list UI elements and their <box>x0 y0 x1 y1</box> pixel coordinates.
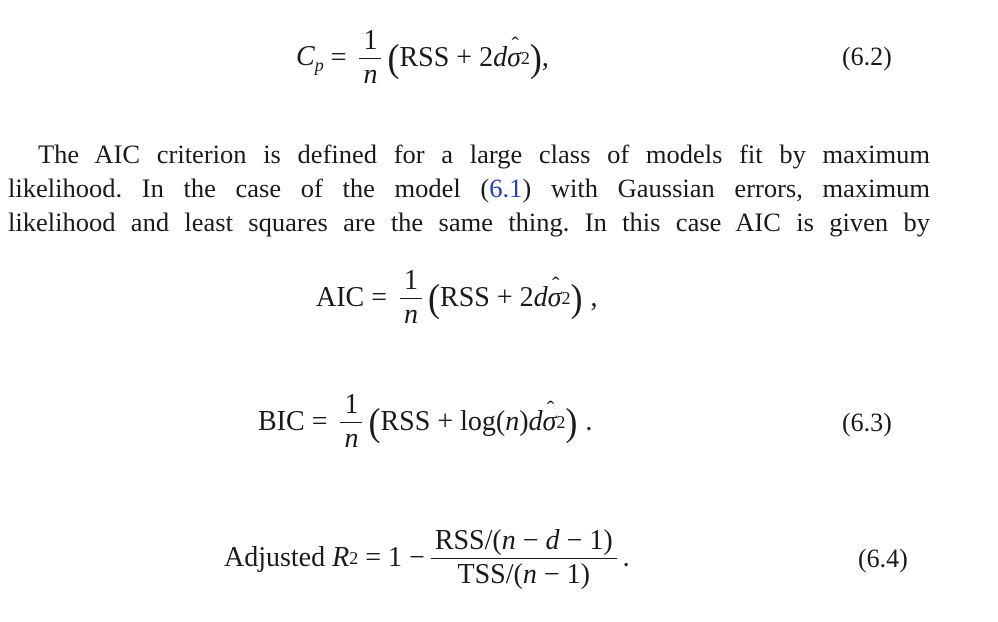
paragraph-line-2: likelihood. In the case of the model (6.1) with Gaussian errors, maximum <box>8 173 930 203</box>
equation-reference-link[interactable]: 6.1 <box>489 173 523 203</box>
fraction-one-over-n: $\frac{1}{n}$ <box>340 389 362 454</box>
paragraph-line-1: The AIC criterion is defined for a large class of models fit by maximum <box>38 139 930 169</box>
equals-sign: = <box>323 42 354 73</box>
equation-number-6-4: (6.4) <box>858 544 908 573</box>
equation-cp: $C_p$ = $\frac{1}{n}$ ( RSS + 2 d ˆ σ 2 ) , <box>296 18 549 98</box>
equation-number-6-2: (6.2) <box>842 42 892 71</box>
cp-symbol: $C_p$ <box>296 40 324 75</box>
fraction-one-over-n: $\frac{1}{n}$ <box>359 25 381 90</box>
fraction-rss-over-tss: $\frac{\text{RSS/(n − d − 1)}}{\text{TSS/(n − 1)}}$ <box>431 525 617 590</box>
fraction-one-over-n: $\frac{1}{n}$ <box>400 265 422 330</box>
equation-number-6-3: (6.3) <box>842 408 892 437</box>
paragraph-line-3: likelihood and least squares are the same thing. In this case AIC is given by <box>8 207 930 237</box>
equation-aic: AIC = $\frac{1}{n}$ ( RSS + 2 d ˆ σ 2 ) , <box>316 258 597 338</box>
equation-adjusted-r2: Adjusted R 2 = 1 − $\frac{\text{RSS/(n − d − 1)}}{\text{TSS/(n − 1)}}$ . <box>224 525 630 590</box>
equation-bic: BIC = $\frac{1}{n}$ ( RSS + log( n ) d ˆ σ 2 ) . <box>258 382 592 462</box>
body-paragraph <box>8 137 930 239</box>
